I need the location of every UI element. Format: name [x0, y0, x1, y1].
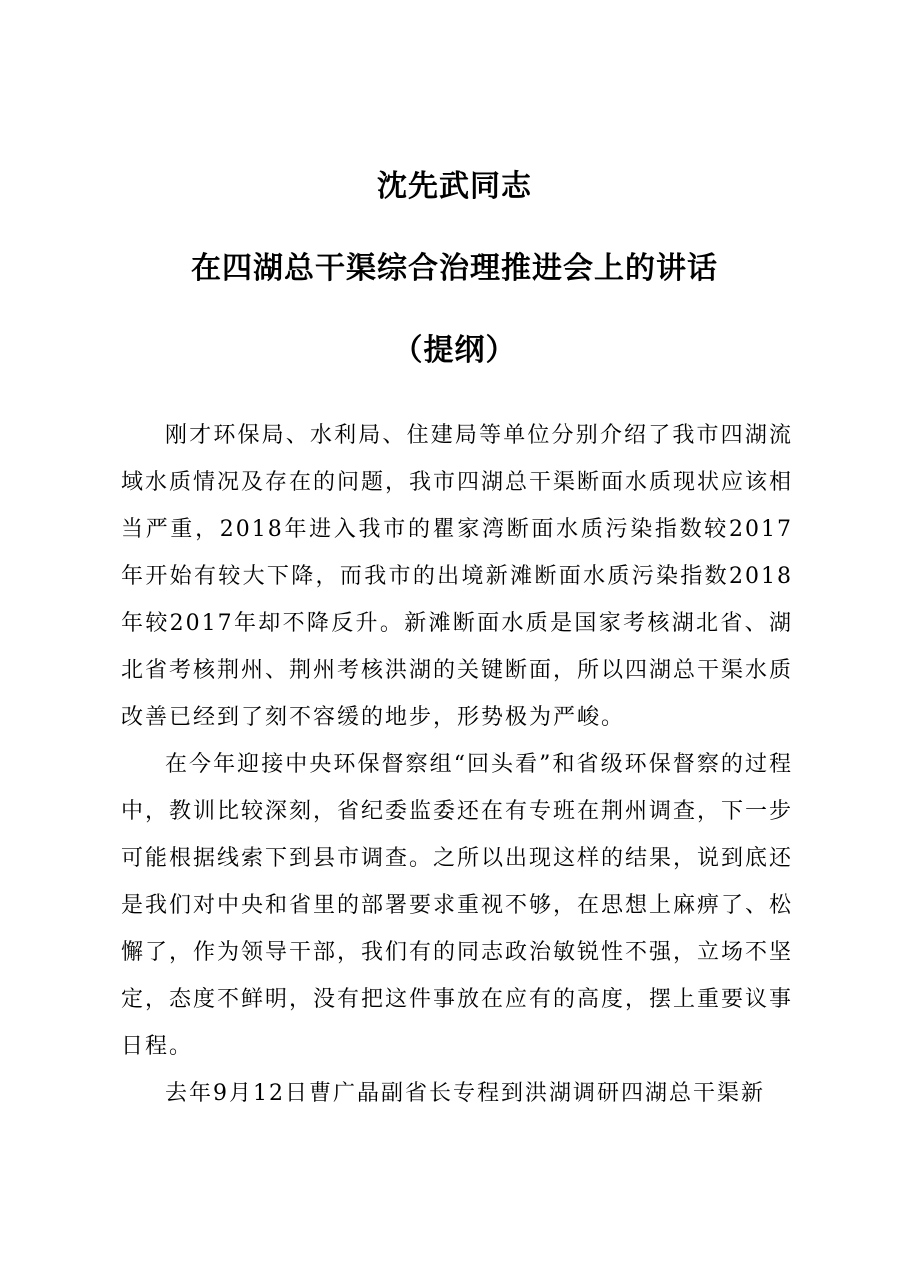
title-speaker: 沈先武同志: [377, 169, 532, 204]
title-speech: 在四湖总干渠综合治理推进会上的讲话: [191, 251, 718, 286]
title-outline-note: （提纲）: [392, 333, 517, 368]
paragraph-2: 在今年迎接中央环保督察组“回头看”和省级环保督察的过程中，教训比较深刻，省纪委监委还在有专班在荆州调查，下一步可能根据线索下到县市调查。之所以出现这样的结果，说到底还是我们对中央和省里的部署要求重视不够，在思想上麻痹了、松懈了，作为领导干部，我们有的同志政治敏锐性不强，立场不坚定，态度不鲜明，没有把这件事放在应有的高度，摆上重要议事日程。: [121, 752, 794, 1059]
paragraph-3: 去年9月12日曹广晶副省长专程到洪湖调研四湖总干渠新: [165, 1081, 765, 1106]
paragraph-1: 刚才环保局、水利局、住建局等单位分别介绍了我市四湖流域水质情况及存在的问题，我市四湖总干渠断面水质现状应该相当严重，2018年进入我市的瞿家湾断面水质污染指数较2017年开始有较大下降，而我市的出境新滩断面水质污染指数2018年较2017年却不降反升。新滩断面水质是国家考核湖北省、湖北省考核荆州、荆州考核洪湖的关键断面，所以四湖总干渠水质改善已经到了刻不容缓的地步，形势极为严峻。: [121, 423, 794, 730]
body-text: [121, 412, 793, 1117]
